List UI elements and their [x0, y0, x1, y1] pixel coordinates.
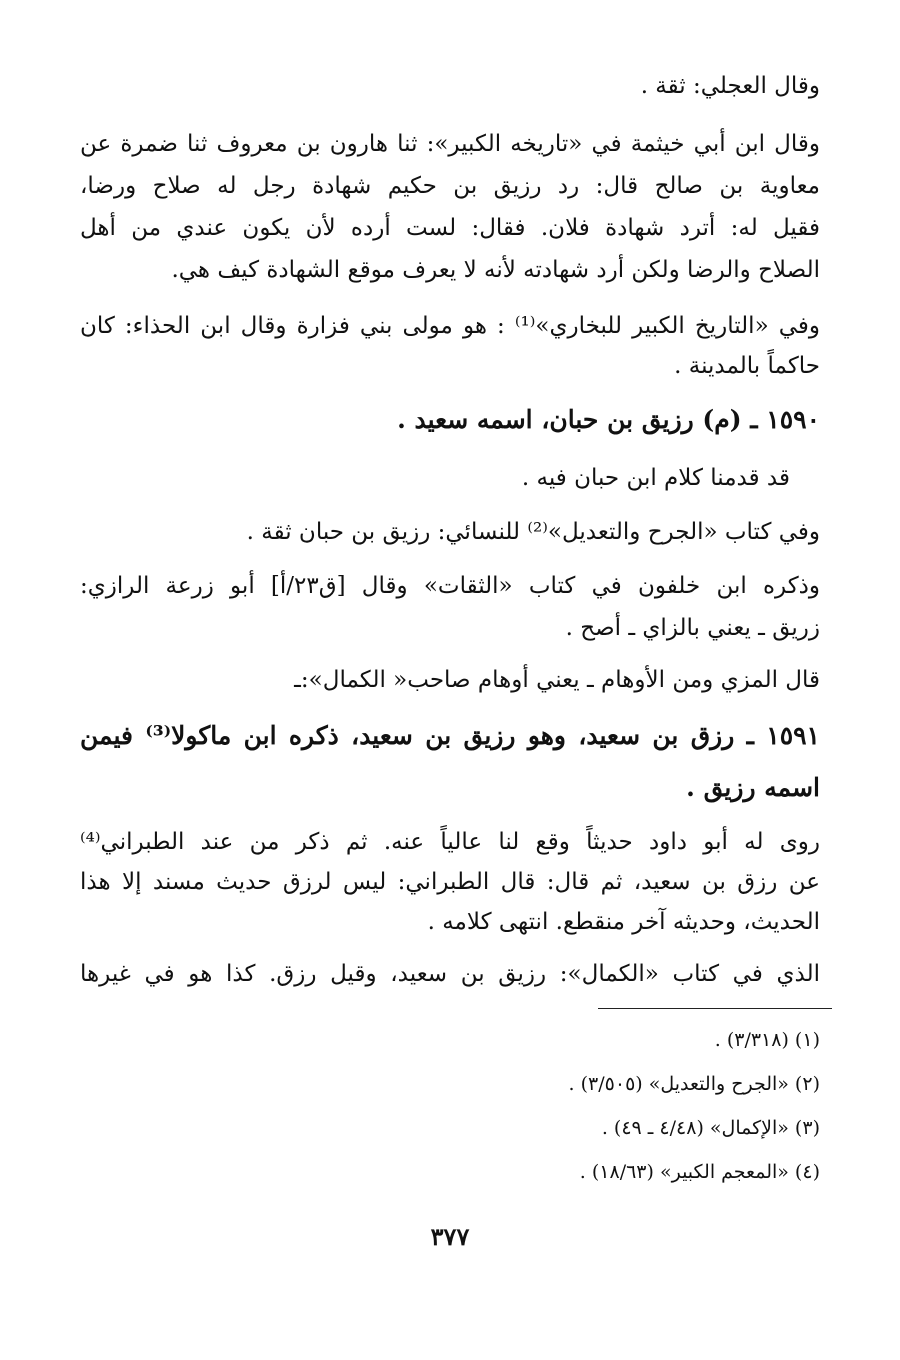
paragraph-ibn-abi-khaythama-line-2: معاوية بن صالح قال: رد رزيق بن حكيم شهادة رجل له صلاح ورضا، [80, 173, 820, 199]
footnote-3: (٣) «الإكمال» (٤/٤٨ ـ ٤٩) . [601, 1117, 820, 1139]
entry-heading-1590: ١٥٩٠ ـ (م) رزيق بن حبان، اسمه سعيد . [397, 405, 820, 434]
paragraph-ibn-abi-khaythama-line-3: فقيل له: أترد شهادة فلان. فقال: لست أرده لأن يكون عندي من أهل [80, 215, 820, 241]
paragraph-ijli: وقال العجلي: ثقة . [640, 73, 820, 99]
paragraph-abu-dawud-line-3: الحديث، وحديثه آخر منقطع. انتهى كلامه . [427, 909, 820, 935]
paragraph-ibn-hibban: قد قدمنا كلام ابن حبان فيه . [521, 465, 790, 491]
footnote-separator [598, 1008, 832, 1009]
footnote-2: (٢) «الجرح والتعديل» (٣/٥٠٥) . [568, 1073, 820, 1095]
entry-heading-1591-line-1: ١٥٩١ ـ رزق بن سعيد، وهو رزيق بن سعيد، ذكره ابن ماكولا⁽³⁾ فيمن [80, 721, 820, 750]
entry-heading-1591-line-2: اسمه رزيق . [686, 773, 820, 802]
paragraph-abu-dawud-line-1: روى له أبو داود حديثاً وقع لنا عالياً عنه. ثم ذكر من عند الطبراني⁽⁴⁾ [80, 829, 820, 855]
paragraph-kamal: الذي في كتاب «الكمال»: رزيق بن سعيد، وقيل رزق. كذا هو في غيرها [80, 961, 820, 987]
paragraph-abu-dawud-line-2: عن رزق بن سعيد، ثم قال: قال الطبراني: ليس لرزق حديث مسند إلا هذا [80, 869, 820, 895]
paragraph-ibn-abi-khaythama-line-1: وقال ابن أبي خيثمة في «تاريخه الكبير»: ثنا هارون بن معروف ثنا ضمرة عن [80, 131, 820, 157]
paragraph-ibn-abi-khaythama-line-4: الصلاح والرضا ولكن أرد شهادته لأنه لا يعرف موقع الشهادة كيف هي. [171, 257, 820, 283]
page-number: ٣٧٧ [430, 1222, 470, 1251]
footnote-4: (٤) «المعجم الكبير» (١٨/٦٣) . [579, 1161, 820, 1183]
paragraph-bukhari-line-1: وفي «التاريخ الكبير للبخاري»⁽¹⁾ : هو مولى بني فزارة وقال ابن الحذاء: كان [80, 313, 820, 339]
paragraph-ibn-khalfun-line-1: وذكره ابن خلفون في كتاب «الثقات» وقال [ق٢٣/أ] أبو زرعة الرازي: [80, 573, 820, 599]
paragraph-ibn-khalfun-line-2: زريق ـ يعني بالزاي ـ أصح . [565, 615, 820, 641]
paragraph-mizzi: قال المزي ومن الأوهام ـ يعني أوهام صاحب« الكمال»:ـ [294, 667, 820, 693]
paragraph-nasai: وفي كتاب «الجرح والتعديل»⁽²⁾ للنسائي: رزيق بن حبان ثقة . [246, 519, 820, 545]
footnote-1: (١) (٣/٣١٨) . [714, 1029, 820, 1051]
paragraph-bukhari-line-2: حاكماً بالمدينة . [674, 353, 820, 379]
